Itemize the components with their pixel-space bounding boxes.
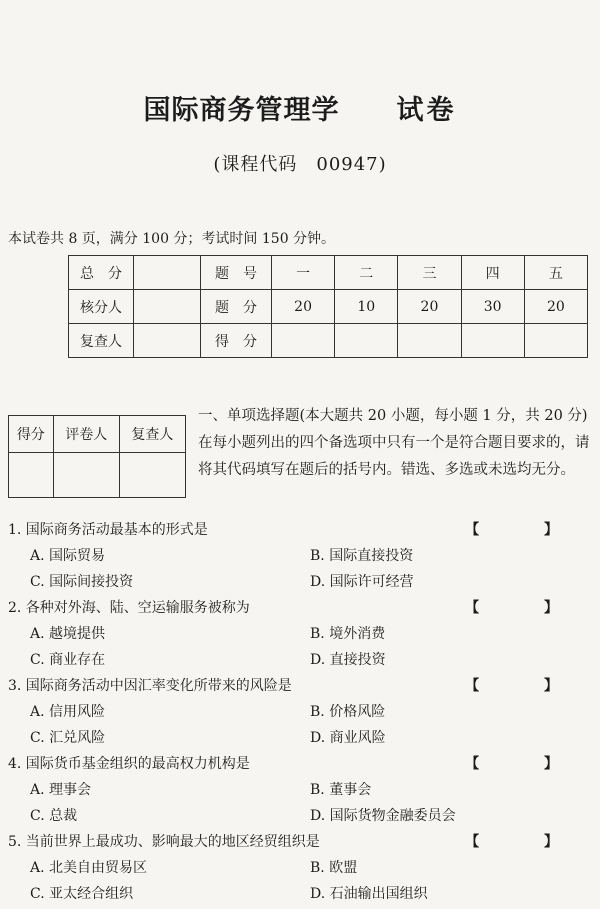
answer-bracket: 【 】: [465, 756, 588, 772]
option-c: C. 亚太经合组织: [30, 886, 134, 902]
option-a: A. 北美自由贸易区: [30, 860, 148, 876]
section-number-label: 题 号: [201, 256, 272, 290]
section-score-label: 得 分: [201, 324, 272, 358]
option-b: B. 国际直接投资: [310, 548, 414, 564]
section-one-heading: 一、单项选择题(本大题共 20 小题，每小题 1 分，共 20 分)在每小题列出的四个备选项中只有一个是符合题目要求的，请将其代码填写在题后的括号内。错选、多选或未选均无分。: [198, 408, 590, 478]
option-a: A. 信用风险: [30, 704, 106, 720]
option-c: C. 汇兑风险: [30, 730, 106, 746]
section-points: 10: [335, 290, 398, 324]
option-b: B. 境外消费: [310, 626, 386, 642]
section-points-label: 题 分: [201, 290, 272, 324]
grader-table: [8, 415, 186, 498]
total-score-cell: [134, 256, 201, 290]
section-number: 二: [335, 256, 398, 290]
exam-title: 国际商务管理学: [143, 95, 340, 126]
question-item: [8, 595, 592, 673]
exam-title-row: [0, 88, 600, 127]
grader-reviewer-label: 复查人: [119, 416, 185, 453]
question-item: [8, 673, 592, 751]
grader-table-header: [9, 416, 186, 453]
question-stem: 3. 国际商务活动中因汇率变化所带来的风险是: [8, 678, 292, 694]
grader-score-cell: [9, 453, 54, 498]
exam-title-suffix: 试卷: [396, 95, 457, 126]
answer-bracket: 【 】: [465, 522, 588, 538]
option-a: A. 越境提供: [30, 626, 106, 642]
section-score-cell: [461, 324, 524, 358]
section-number: 一: [272, 256, 335, 290]
score-table: [68, 255, 588, 358]
answer-bracket: 【 】: [465, 834, 588, 850]
score-table-row: [69, 324, 588, 358]
option-c: C. 商业存在: [30, 652, 106, 668]
question-item: [8, 517, 592, 595]
question-stem: 4. 国际货币基金组织的最高权力机构是: [8, 756, 250, 772]
total-score-label: 总 分: [69, 256, 134, 290]
option-c: C. 总裁: [30, 808, 78, 824]
answer-bracket: 【 】: [465, 678, 588, 694]
exam-intro: 本试卷共 8 页，满分 100 分；考试时间 150 分钟。: [8, 231, 336, 247]
section-score-cell: [335, 324, 398, 358]
section-points: 20: [398, 290, 461, 324]
grader-marker-cell: [53, 453, 119, 498]
reviewer-label: 复查人: [69, 324, 134, 358]
grader-score-label: 得分: [9, 416, 54, 453]
option-c: C. 国际间接投资: [30, 574, 134, 590]
option-d: D. 国际货物金融委员会: [310, 808, 456, 824]
checker-cell: [134, 290, 201, 324]
section-score-cell: [272, 324, 335, 358]
option-d: D. 石油输出国组织: [310, 886, 428, 902]
option-b: B. 价格风险: [310, 704, 386, 720]
question-stem: 5. 当前世界上最成功、影响最大的地区经贸组织是: [8, 834, 320, 850]
option-b: B. 欧盟: [310, 860, 358, 876]
answer-bracket: 【 】: [465, 600, 588, 616]
option-a: A. 国际贸易: [30, 548, 106, 564]
section-number: 四: [461, 256, 524, 290]
option-d: D. 商业风险: [310, 730, 386, 746]
section-points: 30: [461, 290, 524, 324]
option-a: A. 理事会: [30, 782, 92, 798]
checker-label: 核分人: [69, 290, 134, 324]
option-b: B. 董事会: [310, 782, 372, 798]
question-item: [8, 829, 592, 907]
course-code: (课程代码 00947): [213, 154, 387, 175]
grader-table-body: [9, 453, 186, 498]
section-points: 20: [524, 290, 587, 324]
section-score-cell: [398, 324, 461, 358]
grader-marker-label: 评卷人: [53, 416, 119, 453]
score-table-row: [69, 256, 588, 290]
section-number: 五: [524, 256, 587, 290]
score-table-row: [69, 290, 588, 324]
grader-reviewer-cell: [119, 453, 185, 498]
question-stem: 2. 各种对外海、陆、空运输服务被称为: [8, 600, 250, 616]
option-d: D. 直接投资: [310, 652, 386, 668]
question-stem: 1. 国际商务活动最基本的形式是: [8, 522, 208, 538]
option-d: D. 国际许可经营: [310, 574, 414, 590]
question-item: [8, 751, 592, 829]
section-points: 20: [272, 290, 335, 324]
section-score-cell: [524, 324, 587, 358]
reviewer-cell: [134, 324, 201, 358]
question-list: [8, 517, 592, 907]
section-number: 三: [398, 256, 461, 290]
